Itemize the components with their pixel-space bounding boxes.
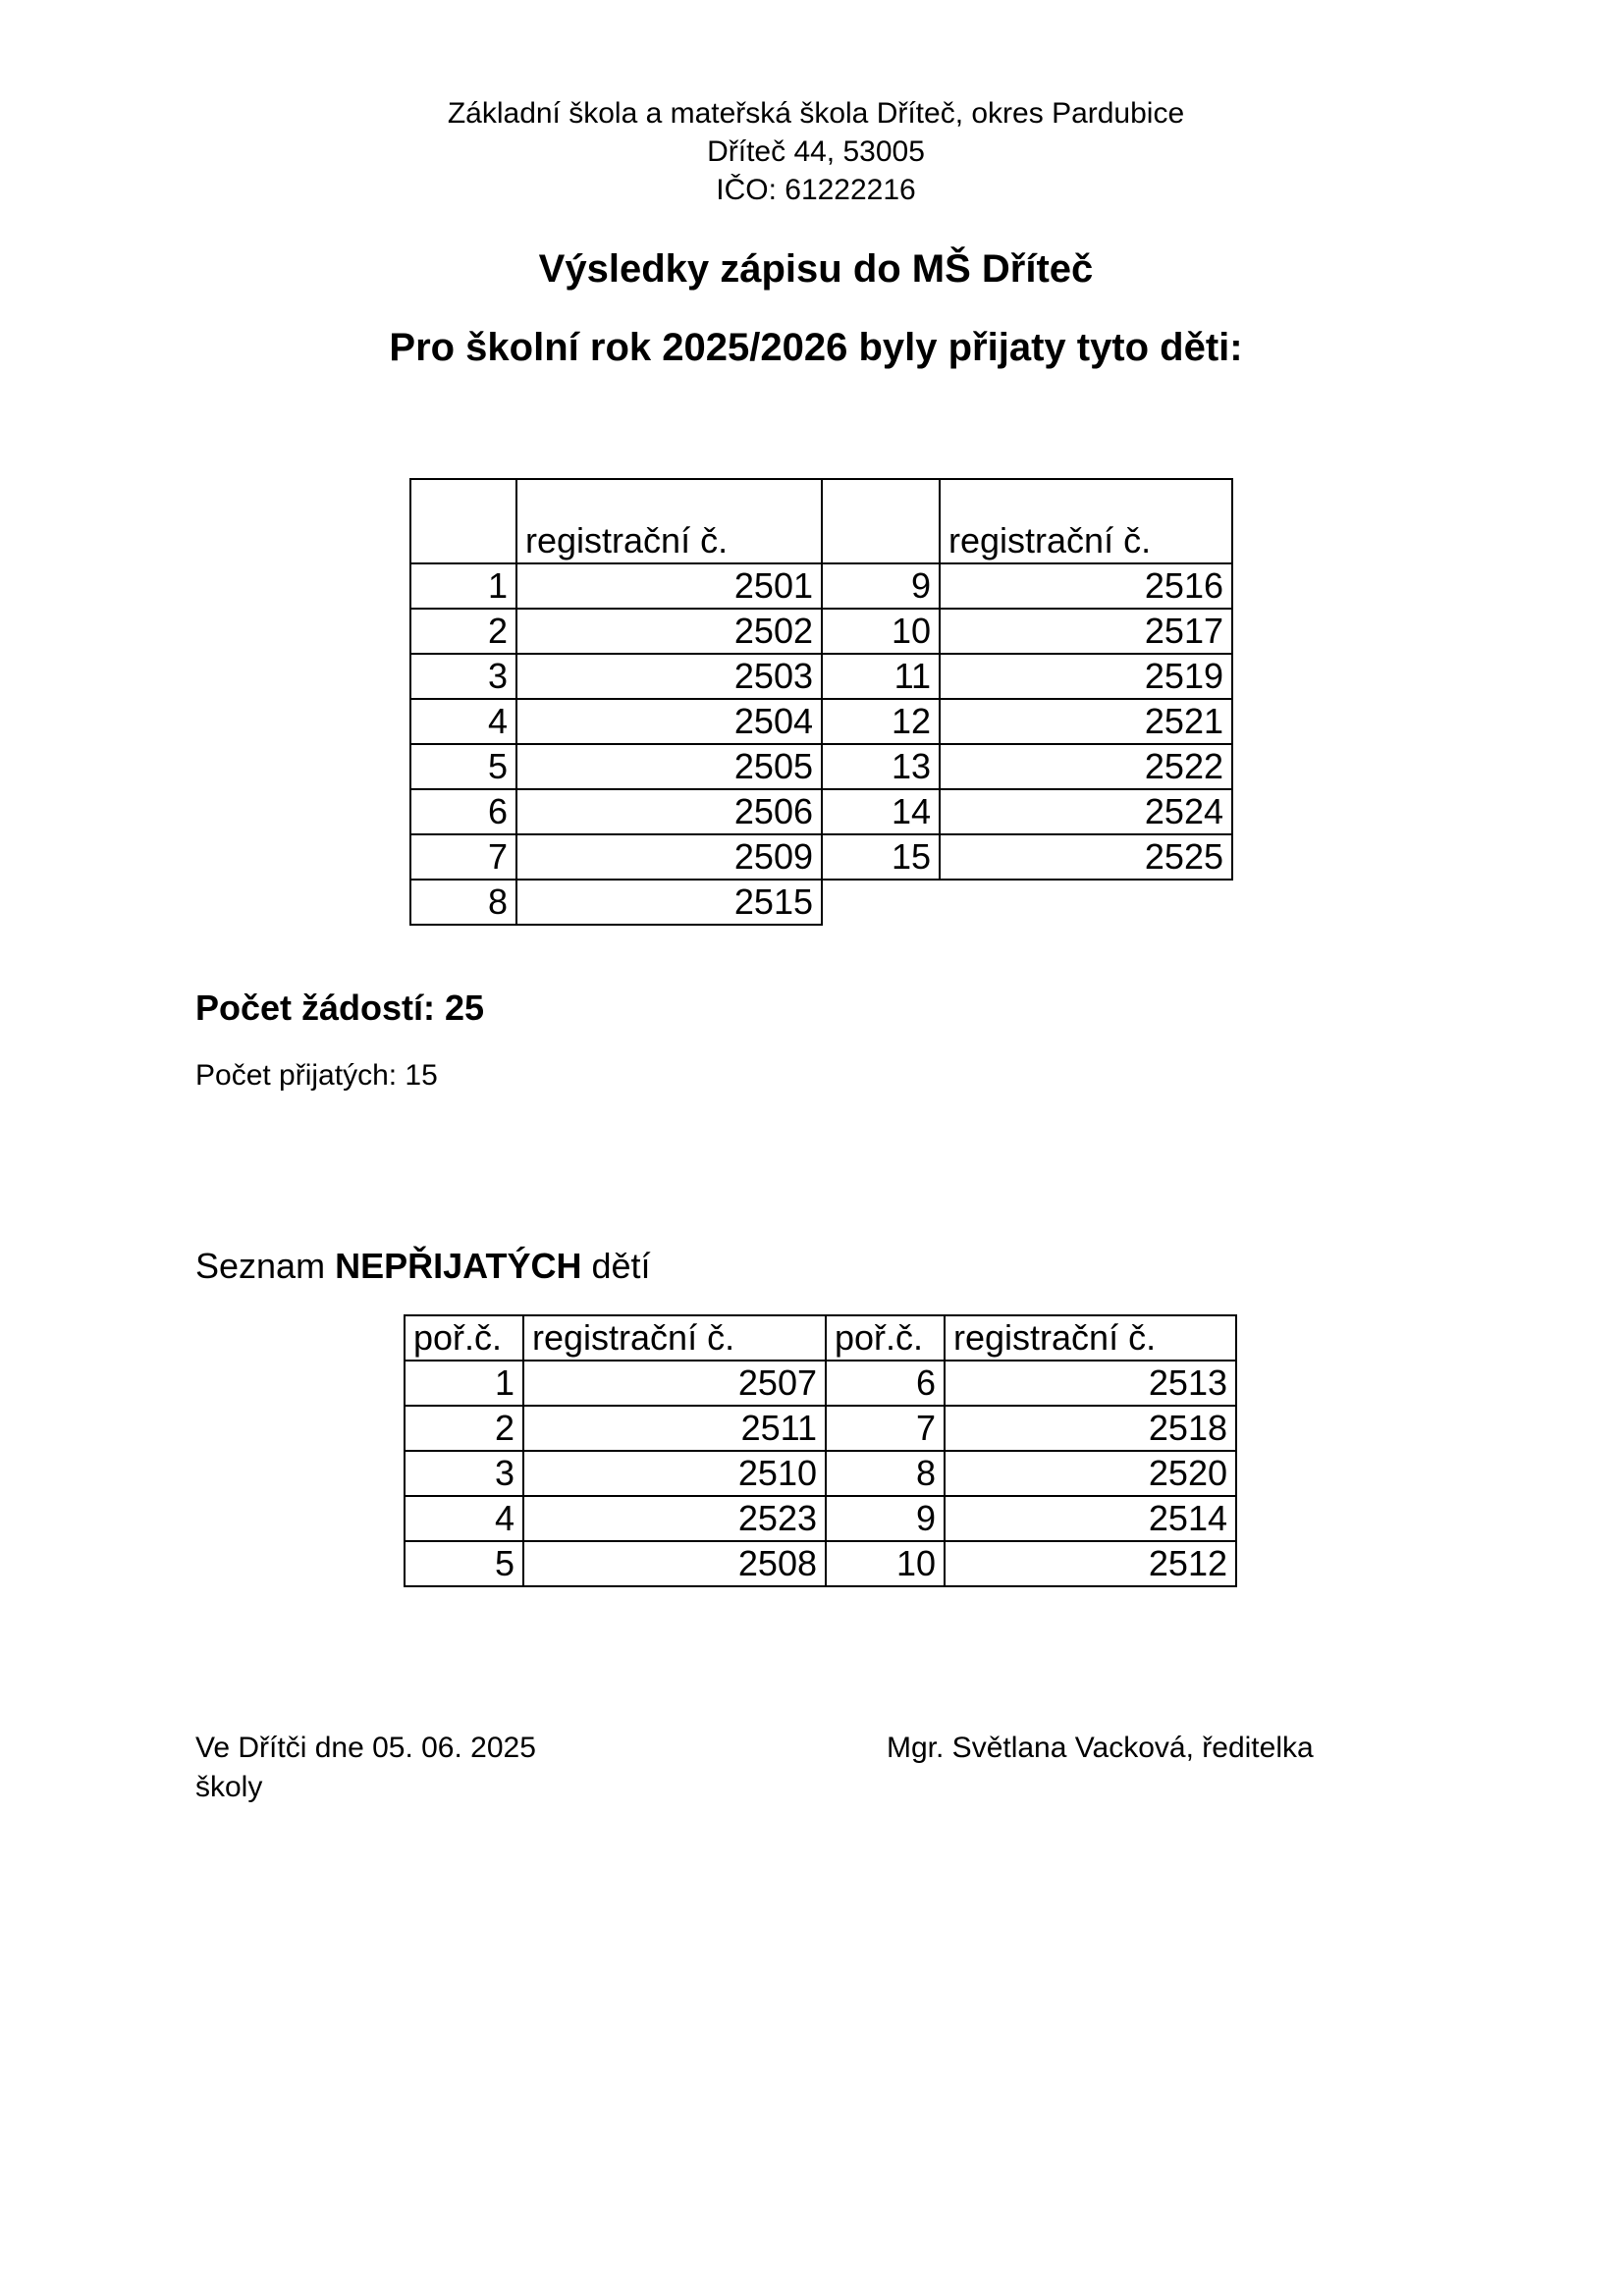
table-row	[405, 1406, 1236, 1451]
rejected-registration-cell: 2508	[523, 1541, 826, 1586]
rejected-heading	[195, 1246, 651, 1287]
rejected-header-cell: poř.č.	[405, 1315, 523, 1361]
rejected-registration-cell: 2507	[523, 1361, 826, 1406]
rejected-header-row	[405, 1315, 1236, 1361]
school-ico: IČO: 61222216	[716, 174, 916, 206]
admitted-order-cell: 14	[822, 789, 940, 834]
admitted-registration-cell: 2516	[940, 563, 1232, 609]
rejected-order-cell: 8	[826, 1451, 945, 1496]
footer-signatory: Mgr. Světlana Vacková, ředitelka	[887, 1732, 1314, 1764]
admitted-registration-cell: 2505	[516, 744, 822, 789]
school-address: Dříteč 44, 53005	[707, 135, 925, 168]
table-row	[410, 609, 1232, 654]
rejected-heading-bold: NEPŘIJATÝCH	[335, 1246, 582, 1286]
table-row	[410, 880, 1232, 925]
school-name: Základní škola a mateřská škola Dříteč, okres Pardubice	[447, 97, 1185, 130]
table-row	[410, 563, 1232, 609]
admitted-header-row	[410, 479, 1232, 563]
rejected-header-cell: poř.č.	[826, 1315, 945, 1361]
table-row	[410, 744, 1232, 789]
admitted-header-cell: registrační č.	[516, 479, 822, 563]
page-title: Výsledky zápisu do MŠ Dříteč	[538, 247, 1094, 291]
page-subtitle: Pro školní rok 2025/2026 byly přijaty tyto děti:	[389, 326, 1243, 369]
admitted-registration-cell: 2504	[516, 699, 822, 744]
rejected-order-cell: 3	[405, 1451, 523, 1496]
admitted-registration-cell: 2506	[516, 789, 822, 834]
admitted-order-cell: 13	[822, 744, 940, 789]
admitted-count: Počet přijatých: 15	[195, 1059, 438, 1092]
admitted-registration-cell: 2525	[940, 834, 1232, 880]
admitted-registration-cell: 2522	[940, 744, 1232, 789]
admitted-header-cell	[410, 479, 516, 563]
admitted-order-cell: 11	[822, 654, 940, 699]
rejected-heading-prefix: Seznam	[195, 1246, 336, 1286]
admitted-children-table	[409, 478, 1233, 926]
admitted-registration-cell: 2502	[516, 609, 822, 654]
requests-count: Počet žádostí: 25	[195, 988, 485, 1028]
admitted-registration-cell: 2521	[940, 699, 1232, 744]
table-row	[405, 1541, 1236, 1586]
rejected-order-cell: 4	[405, 1496, 523, 1541]
admitted-order-cell: 10	[822, 609, 940, 654]
admitted-order-cell: 6	[410, 789, 516, 834]
admitted-order-cell: 5	[410, 744, 516, 789]
admitted-order-cell: 1	[410, 563, 516, 609]
admitted-registration-cell: 2524	[940, 789, 1232, 834]
admitted-registration-cell: 2503	[516, 654, 822, 699]
admitted-order-cell: 4	[410, 699, 516, 744]
admitted-registration-cell: 2501	[516, 563, 822, 609]
admitted-registration-cell: 2519	[940, 654, 1232, 699]
admitted-header-cell	[822, 479, 940, 563]
rejected-heading-suffix: dětí	[581, 1246, 651, 1286]
rejected-registration-cell: 2520	[945, 1451, 1236, 1496]
rejected-header-cell: registrační č.	[945, 1315, 1236, 1361]
rejected-order-cell: 1	[405, 1361, 523, 1406]
table-row	[410, 654, 1232, 699]
rejected-registration-cell: 2511	[523, 1406, 826, 1451]
school-header	[0, 94, 1624, 209]
table-row	[410, 834, 1232, 880]
rejected-order-cell: 6	[826, 1361, 945, 1406]
rejected-order-cell: 2	[405, 1406, 523, 1451]
rejected-children-table	[404, 1314, 1237, 1587]
table-row	[410, 789, 1232, 834]
admitted-order-cell: 3	[410, 654, 516, 699]
admitted-registration-cell: 2515	[516, 880, 822, 925]
rejected-registration-cell: 2518	[945, 1406, 1236, 1451]
rejected-registration-cell: 2523	[523, 1496, 826, 1541]
admitted-order-cell	[822, 880, 940, 925]
admitted-order-cell: 7	[410, 834, 516, 880]
table-row	[410, 699, 1232, 744]
admitted-registration-cell: 2517	[940, 609, 1232, 654]
rejected-registration-cell: 2514	[945, 1496, 1236, 1541]
rejected-registration-cell: 2510	[523, 1451, 826, 1496]
rejected-header-cell: registrační č.	[523, 1315, 826, 1361]
admitted-order-cell: 8	[410, 880, 516, 925]
admitted-order-cell: 12	[822, 699, 940, 744]
footer-place-date: Ve Dřítči dne 05. 06. 2025 školy	[195, 1732, 536, 1803]
rejected-registration-cell: 2512	[945, 1541, 1236, 1586]
table-row	[405, 1451, 1236, 1496]
admitted-order-cell: 15	[822, 834, 940, 880]
rejected-order-cell: 10	[826, 1541, 945, 1586]
rejected-order-cell: 9	[826, 1496, 945, 1541]
table-row	[405, 1361, 1236, 1406]
rejected-order-cell: 7	[826, 1406, 945, 1451]
admitted-registration-cell	[940, 880, 1232, 925]
table-row	[405, 1496, 1236, 1541]
admitted-header-cell: registrační č.	[940, 479, 1232, 563]
rejected-order-cell: 5	[405, 1541, 523, 1586]
admitted-order-cell: 9	[822, 563, 940, 609]
admitted-registration-cell: 2509	[516, 834, 822, 880]
admitted-order-cell: 2	[410, 609, 516, 654]
rejected-registration-cell: 2513	[945, 1361, 1236, 1406]
